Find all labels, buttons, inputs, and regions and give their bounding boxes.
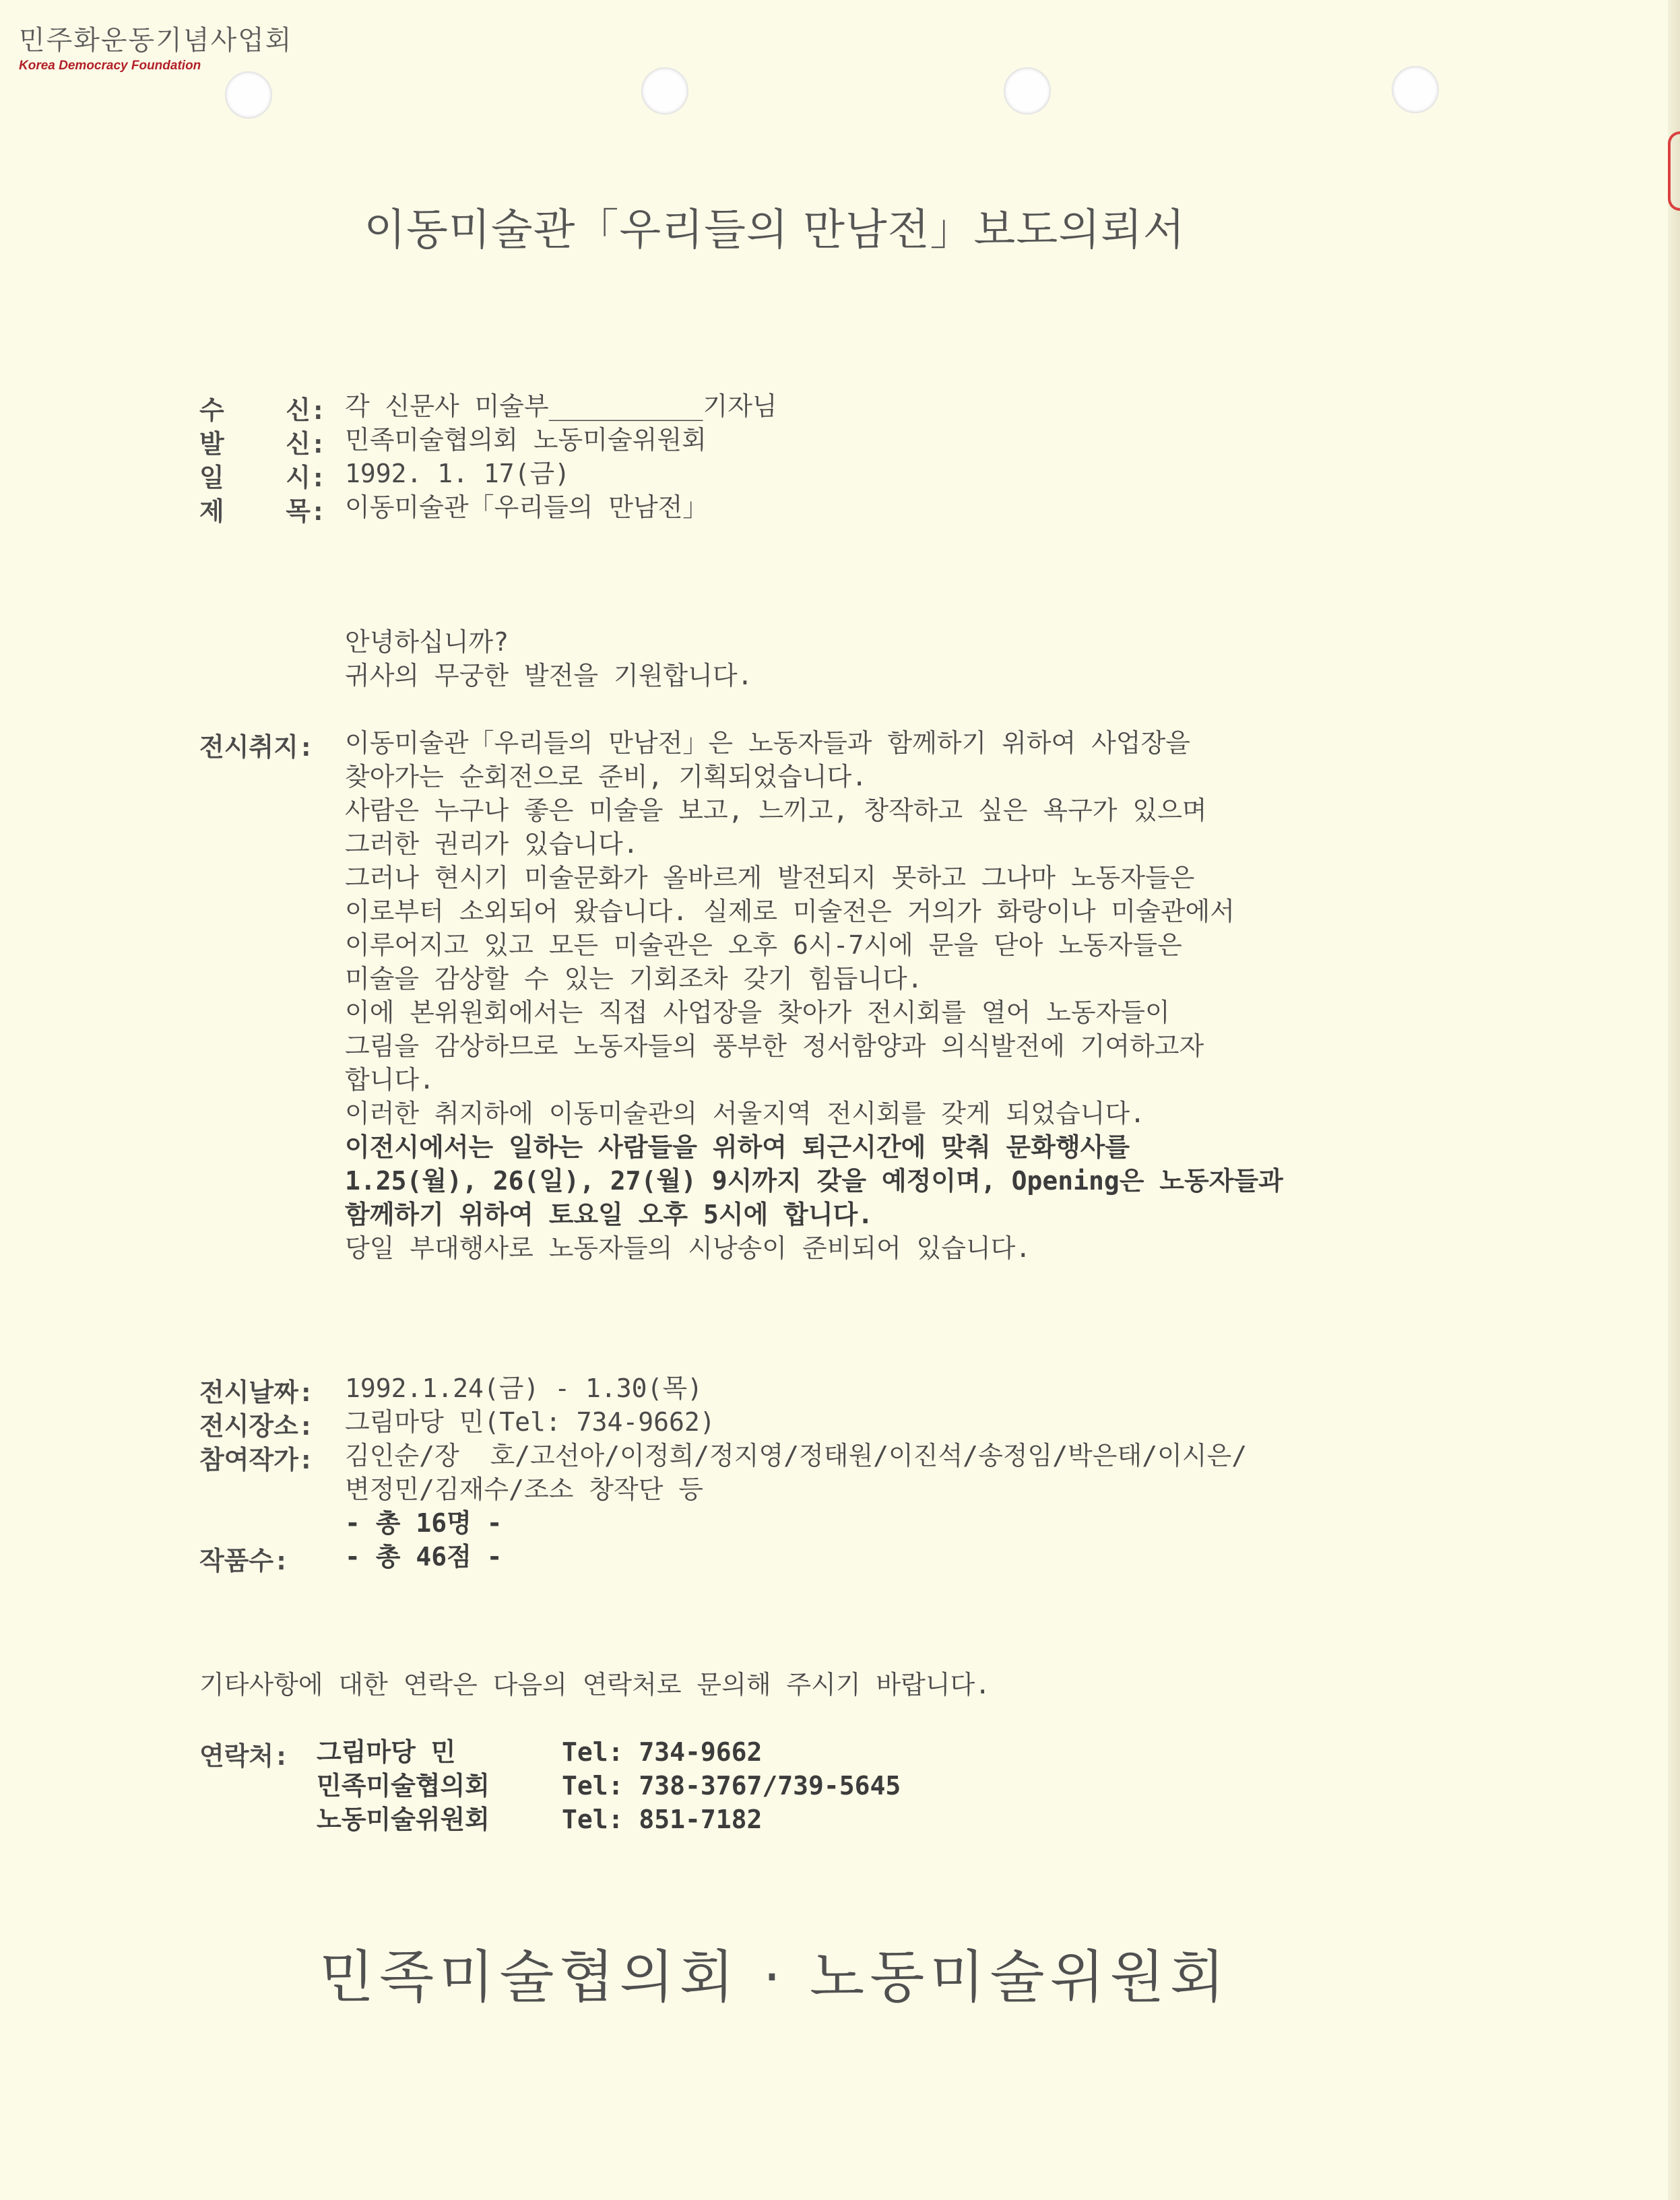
purpose-line: 그림을 감상하므로 노동자들의 풍부한 정서함양과 의식발전에 기여하고자	[345, 1031, 1204, 1061]
artists-list: 변정민/김재수/조소 창작단 등	[345, 1475, 704, 1504]
subject-label: 제 목:	[199, 496, 326, 526]
contact-name: 그림마당 민	[317, 1737, 456, 1767]
contact-name: 민족미술협의회	[317, 1771, 490, 1801]
contact-tel: Tel: 734-9662	[562, 1737, 763, 1767]
artists-label: 참여작가:	[199, 1445, 314, 1475]
contact-tel: Tel: 738-3767/739-5645	[562, 1771, 901, 1801]
date-label: 일 시:	[199, 463, 326, 492]
purpose-line: 미술을 감상할 수 있는 기회조차 갖기 힘듭니다.	[345, 964, 923, 994]
document-title: 이동미술관「우리들의 만남전」보도의뢰서	[364, 205, 1186, 255]
punch-hole	[641, 67, 688, 115]
issuer-footer: 민족미술협의회 · 노동미술위원회	[319, 1944, 1231, 2010]
artists-total: - 총 16명 -	[345, 1508, 503, 1538]
contacts-label: 연락처:	[199, 1741, 290, 1771]
purpose-line: 이로부터 소외되어 왔습니다. 실제로 미술전은 거의가 화랑이나 미술관에서	[345, 897, 1235, 926]
works-total: - 총 46점 -	[345, 1542, 503, 1572]
date-value: 1992. 1. 17(금)	[345, 459, 571, 488]
exhibition-place-value: 그림마당 민(Tel: 734-9662)	[345, 1407, 715, 1437]
purpose-line: 이루어지고 있고 모든 미술관은 오후 6시-7시에 문을 닫아 노동자들은	[345, 930, 1182, 960]
greeting-line: 귀사의 무궁한 발전을 기원합니다.	[345, 661, 753, 690]
purpose-line: 당일 부대행사로 노동자들의 시낭송이 준비되어 있습니다.	[345, 1233, 1031, 1263]
purpose-line: 그러나 현시기 미술문화가 올바르게 발전되지 못하고 그나마 노동자들은	[345, 863, 1195, 893]
artists-list: 김인순/장 호/고선아/이정희/정지영/정태원/이진석/송정임/박은태/이시은/	[345, 1441, 1248, 1470]
purpose-label: 전시취지:	[199, 732, 314, 762]
punch-hole	[1004, 67, 1051, 115]
purpose-line: 이에 본위원회에서는 직접 사업장을 찾아가 전시회를 열어 노동자들이	[345, 998, 1170, 1027]
foundation-logo	[19, 19, 292, 73]
purpose-line: 그러한 권리가 있습니다.	[345, 829, 639, 859]
logo-korean: 민주화운동기념사업회	[19, 25, 293, 56]
subject-value: 이동미술관「우리들의 만남전」	[345, 492, 709, 522]
contact-note: 기타사항에 대한 연락은 다음의 연락처로 문의해 주시기 바랍니다.	[199, 1670, 991, 1700]
punch-hole	[225, 71, 272, 119]
exhibition-place-label: 전시장소:	[199, 1411, 314, 1441]
purpose-line: 찾아가는 순회전으로 준비, 기획되었습니다.	[345, 762, 868, 791]
greeting-line: 안녕하십니까?	[345, 627, 509, 657]
purpose-bold-line: 1.25(월), 26(일), 27(월) 9시까지 갖을 예정이며, Opening은 노동자들과	[345, 1166, 1283, 1196]
contact-tel: Tel: 851-7182	[562, 1805, 763, 1834]
purpose-bold-line: 이전시에서는 일하는 사람들을 위하여 퇴근시간에 맞춰 문화행사를	[345, 1132, 1130, 1162]
purpose-line: 사람은 누구나 좋은 미술을 보고, 느끼고, 창작하고 싶은 욕구가 있으며	[345, 796, 1207, 825]
punch-hole	[1392, 66, 1439, 113]
logo-english: Korea Democracy Foundation	[19, 59, 201, 73]
purpose-line: 이동미술관「우리들의 만남전」은 노동자들과 함께하기 위하여 사업장을	[345, 728, 1190, 758]
purpose-line: 합니다.	[345, 1065, 435, 1095]
contact-name: 노동미술위원회	[317, 1805, 490, 1834]
page-right-edge	[1668, 0, 1680, 2200]
exhibition-date-value: 1992.1.24(금) - 1.30(목)	[345, 1373, 703, 1403]
to-label: 수 신:	[199, 395, 326, 425]
from-label: 발 신:	[199, 429, 326, 459]
red-tab-mark	[1668, 131, 1680, 211]
from-value: 민족미술협의회 노동미술위원회	[345, 425, 707, 455]
purpose-bold-line: 함께하기 위하여 토요일 오후 5시에 합니다.	[345, 1200, 874, 1229]
purpose-line: 이러한 취지하에 이동미술관의 서울지역 전시회를 갖게 되었습니다.	[345, 1099, 1145, 1128]
exhibition-date-label: 전시날짜:	[199, 1378, 314, 1407]
to-value: 각 신문사 미술부__________기자님	[345, 391, 777, 421]
works-label: 작품수:	[199, 1546, 290, 1576]
